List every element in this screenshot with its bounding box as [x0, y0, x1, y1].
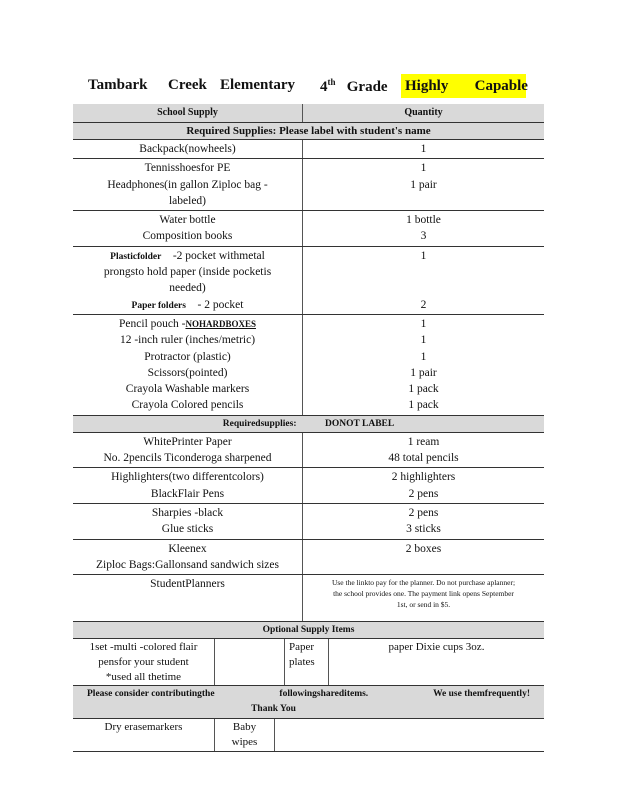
supply-item: prongsto hold paper (inside pocketis: [103, 266, 272, 279]
supply-item: Highlighters(two differentcolors): [111, 471, 264, 484]
supply-item: Pencil pouch -NOHARDBOXES: [119, 317, 256, 330]
quantity-value: [307, 280, 540, 296]
supply-item: Kleenex: [168, 542, 207, 555]
planner-note: Use the linkto pay for the planner. Do not purchase aplanner;: [331, 578, 516, 588]
quantity-value: 1 bottle: [406, 214, 441, 227]
table-row: [73, 433, 544, 469]
optional-item: pensfor your student: [98, 656, 189, 669]
optional-item: Paper: [289, 641, 315, 654]
optional-item: *used all thetime: [105, 671, 182, 684]
supply-item: Protractor (plastic): [144, 350, 231, 363]
table-header: [73, 104, 544, 123]
consider-item: Dry erasemarkers: [104, 721, 183, 734]
consider-item: wipes: [231, 736, 258, 749]
quantity-value: 1: [420, 143, 427, 155]
optional-item: 1set -multi -colored flair: [89, 641, 198, 654]
quantity-value: 1 pair: [410, 178, 437, 191]
table-row: [73, 315, 544, 416]
table-row: [73, 575, 544, 622]
supply-item: Scissors(pointed): [147, 366, 228, 379]
quantity-value: 1: [420, 350, 427, 363]
do-not-label-band: Requiredsupplies: DONOT LABEL: [73, 416, 544, 433]
quantity-value: 1 pack: [408, 399, 439, 412]
supply-item: WhitePrinter Paper: [143, 435, 232, 448]
supply-item: Headphones(in gallon Ziploc bag -: [107, 178, 268, 191]
planner-note: 1st, or send in $5.: [396, 600, 451, 610]
supply-item: Water bottle: [159, 214, 216, 227]
quantity-value: 2 highlighters: [391, 471, 456, 484]
consider-band: Please consider contributingthe followingshareditems. We use themfrequently! Thank You: [73, 686, 544, 719]
table-row: [73, 504, 544, 540]
title-school: Tambark: [88, 77, 148, 93]
title-elementary: Elementary: [220, 77, 295, 93]
quantity-value: 48 total pencils: [388, 452, 459, 465]
supply-item: Plasticfolder -2 pocket withmetal: [110, 249, 265, 262]
quantity-value: 2 boxes: [405, 542, 442, 555]
table-row: [73, 247, 544, 315]
quantity-value: 3: [420, 230, 427, 243]
optional-item: plates: [289, 656, 315, 669]
header-supply: School Supply: [73, 104, 303, 122]
supply-table: [73, 104, 544, 752]
quantity-value: [307, 264, 540, 280]
supply-item: Tennisshoesfor PE: [144, 162, 231, 175]
header-quantity: Quantity: [404, 107, 443, 118]
optional-empty-cell: [215, 639, 285, 685]
consider-item: Baby: [232, 721, 257, 734]
optional-item: paper Dixie cups 3oz.: [388, 641, 485, 654]
quantity-value: 1: [420, 162, 427, 175]
supply-item: Sharpies -black: [151, 506, 224, 519]
quantity-value: 1 pack: [408, 383, 439, 396]
table-row: [73, 140, 544, 159]
table-row: [73, 468, 544, 504]
optional-band: Optional Supply Items: [73, 622, 544, 639]
title-creek: Creek: [168, 77, 207, 93]
quantity-value: 2: [420, 298, 427, 311]
supply-item: Composition books: [142, 230, 233, 243]
quantity-value: [307, 193, 540, 209]
title-grade: 4th Grade: [320, 77, 388, 95]
quantity-value: 2 pens: [408, 506, 439, 519]
page-title: [88, 74, 528, 98]
supply-item: Crayola Washable markers: [125, 383, 250, 396]
supply-item: Paper folders - 2 pocket: [131, 298, 244, 311]
supply-item: 12 -inch ruler (inches/metric): [119, 334, 256, 347]
optional-row: [73, 639, 544, 686]
consider-row: [73, 719, 544, 752]
table-row: [73, 211, 544, 247]
consider-empty-cell: [275, 719, 544, 751]
supply-item: needed): [169, 282, 206, 295]
supply-item: StudentPlanners: [150, 578, 225, 591]
planner-note: the school provides one. The payment link opens September: [333, 589, 514, 599]
table-row: [73, 540, 544, 576]
supply-item: Ziploc Bags:Gallonsand sandwich sizes: [95, 558, 279, 571]
required-band: Required Supplies: Please label with student's name: [73, 123, 544, 140]
supply-item: labeled): [168, 194, 207, 207]
highly-capable-highlight: Highly Capable: [401, 74, 526, 98]
supply-item: BlackFlair Pens: [150, 487, 225, 500]
quantity-value: 1 pair: [410, 366, 437, 379]
supply-item: Backpack(nowheels): [139, 143, 236, 155]
table-row: [73, 159, 544, 211]
supply-item: Crayola Colored pencils: [131, 399, 244, 412]
supply-item: Glue sticks: [161, 523, 214, 536]
quantity-value: 3 sticks: [406, 523, 441, 536]
quantity-value: 1: [420, 317, 427, 330]
quantity-value: 1: [420, 249, 427, 262]
quantity-value: 1 ream: [407, 435, 440, 448]
quantity-value: 2 pens: [408, 487, 439, 500]
quantity-value: 1: [420, 334, 427, 347]
supply-item: No. 2pencils Ticonderoga sharpened: [103, 452, 272, 465]
quantity-value: [307, 557, 540, 573]
